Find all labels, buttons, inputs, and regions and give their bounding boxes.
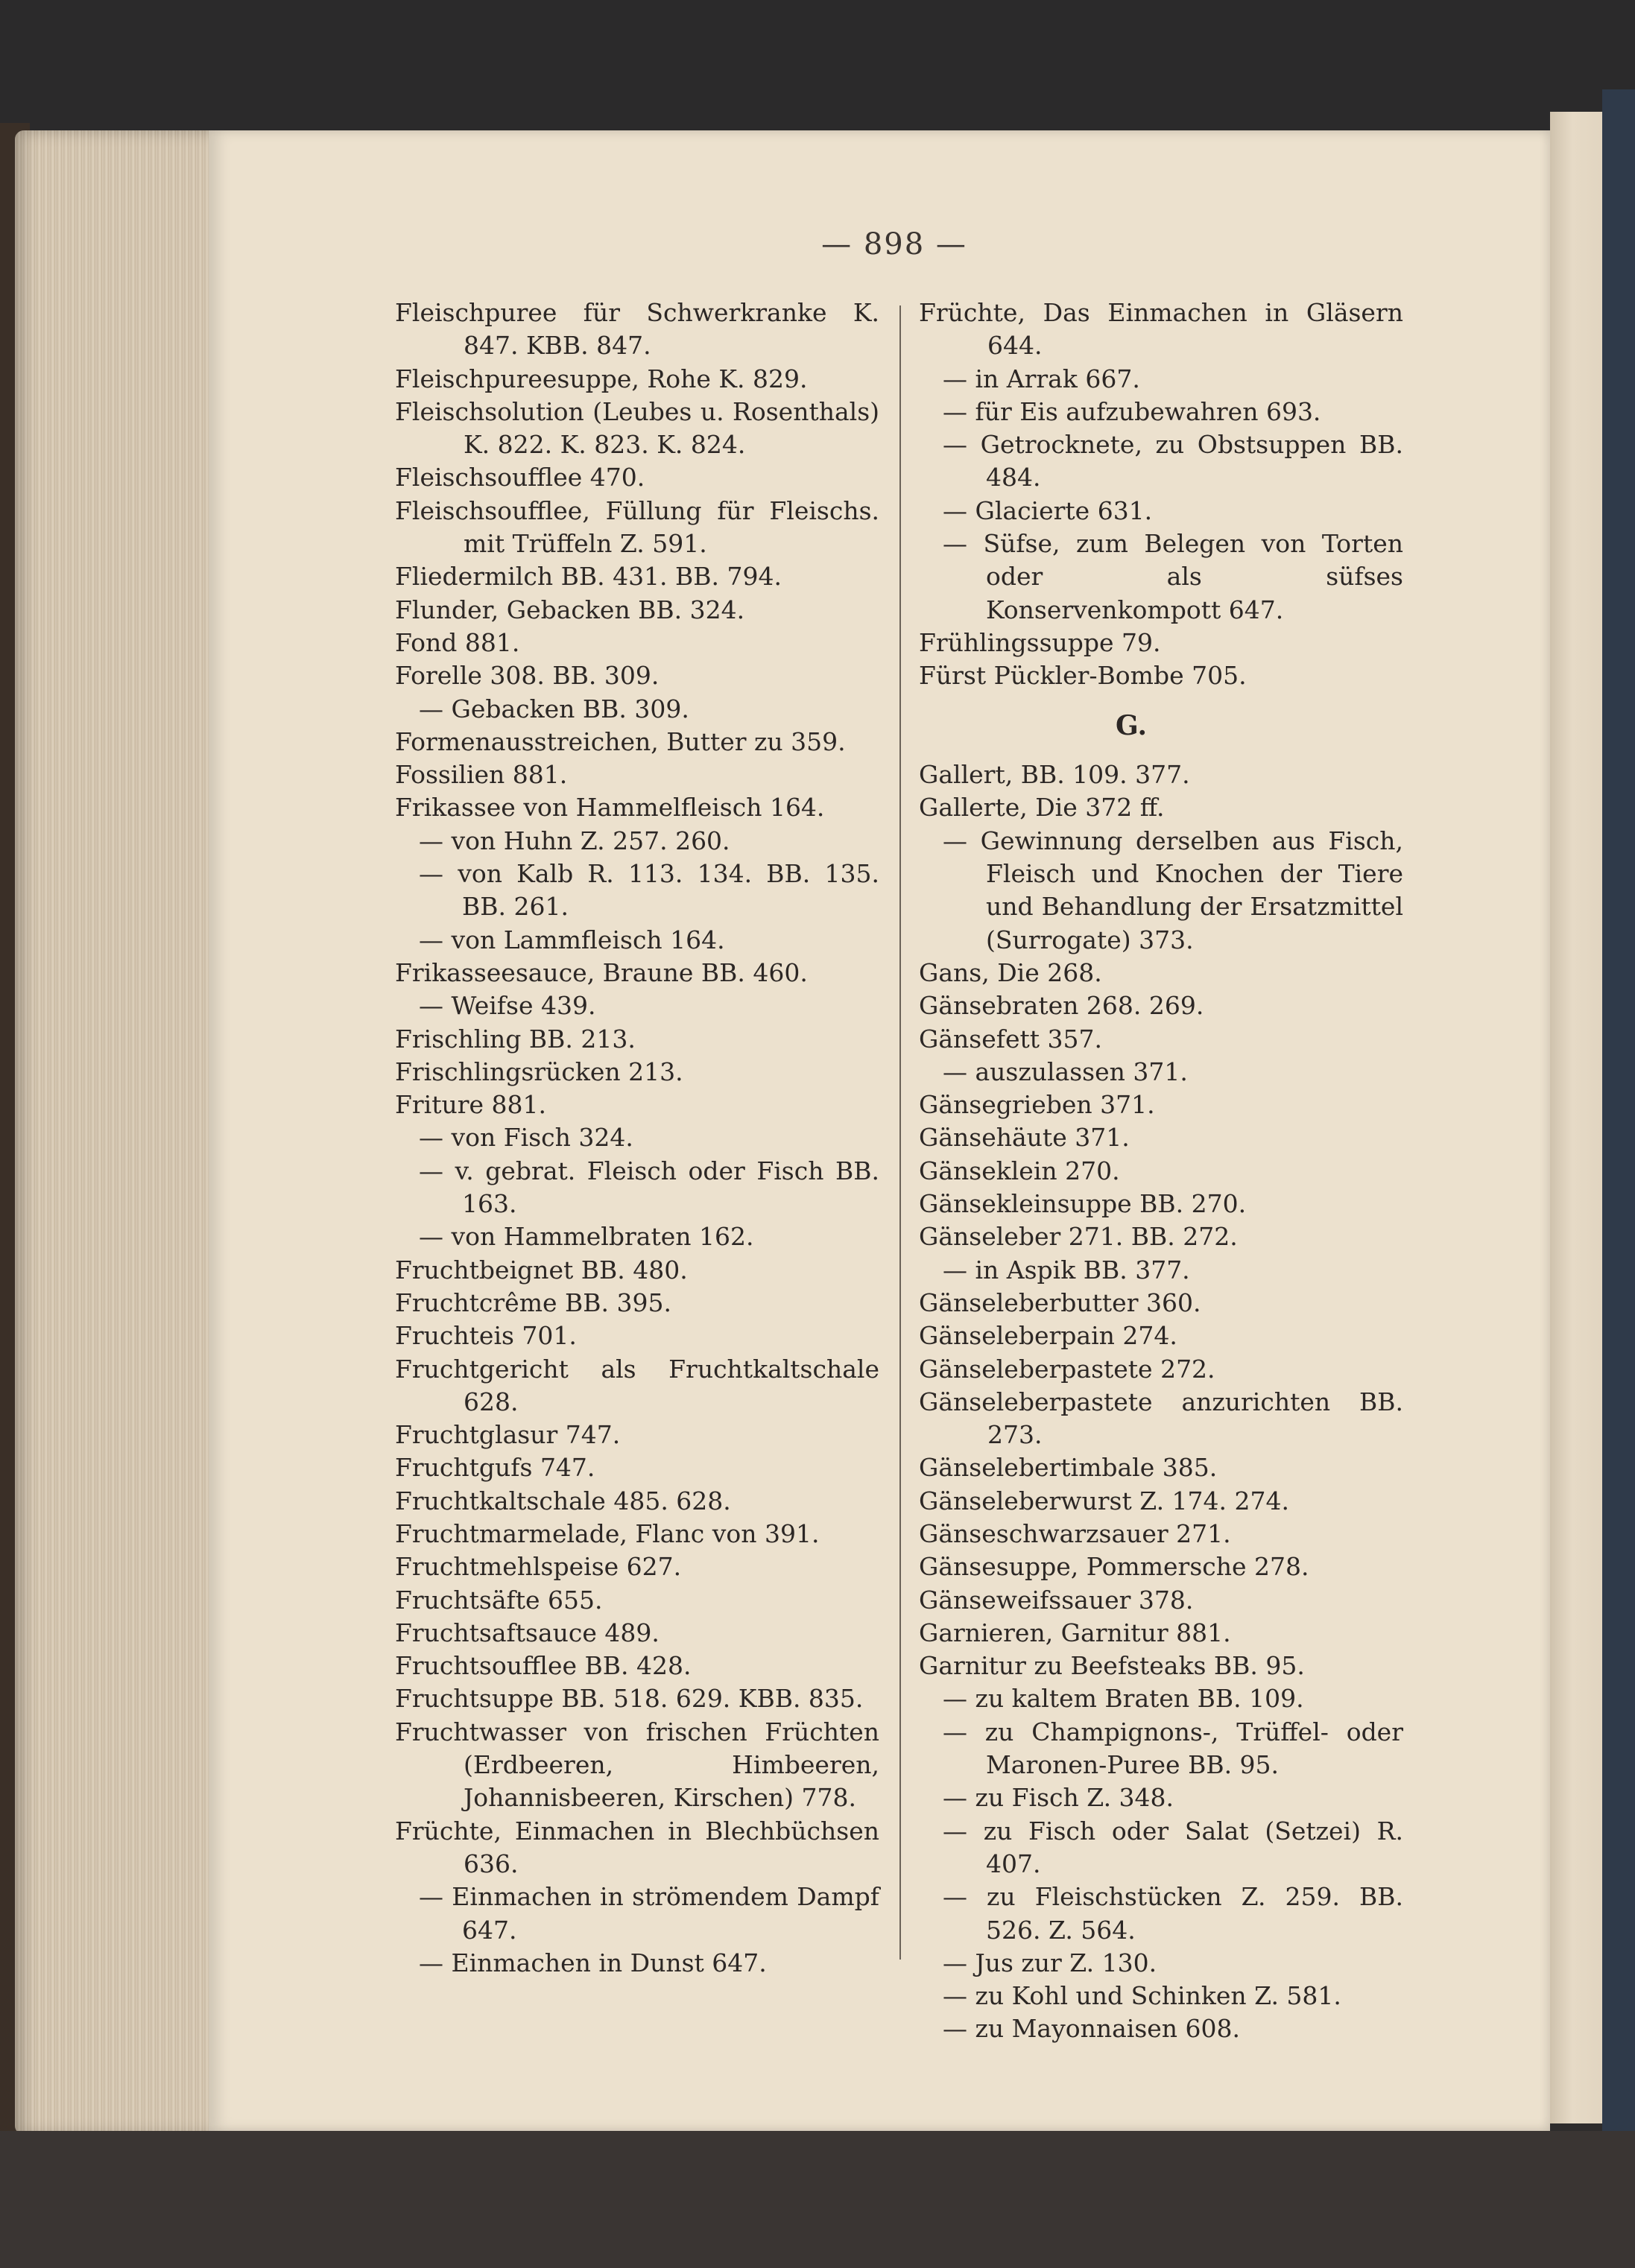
index-entry: — Süfse, zum Belegen von Torten oder als süfses Konservenkompott 647. — [943, 529, 1403, 624]
index-entry: — auszulassen 371. — [943, 1057, 1188, 1086]
index-entry: Fruchtbeignet BB. 480. — [395, 1255, 688, 1285]
index-entry: Frischling BB. 213. — [395, 1024, 636, 1054]
index-entry: Fruchtsaftsauce 489. — [395, 1618, 660, 1647]
page-edges — [15, 130, 216, 2135]
index-entry: Gänseklein 270. — [919, 1156, 1120, 1185]
index-entry: Frikasseesauce, Braune BB. 460. — [395, 957, 808, 987]
index-entry: Fruchtwasser von frischen Früchten (Erdbeeren, Himbeeren, Johannisbeeren, Kirschen) 778. — [395, 1717, 879, 1813]
index-entry: Fleischsolution (Leubes u. Rosenthals) K. 822. K. 823. K. 824. — [395, 396, 879, 460]
index-entry: — v. gebrat. Fleisch oder Fisch BB. 163. — [419, 1156, 879, 1219]
index-entry: — zu kaltem Braten BB. 109. — [943, 1684, 1304, 1714]
index-entry: Fliedermilch BB. 431. BB. 794. — [395, 562, 782, 592]
background-bottom — [0, 2131, 1635, 2268]
index-entry: Gans, Die 268. — [919, 957, 1102, 987]
index-entry: — von Huhn Z. 257. 260. — [419, 826, 730, 855]
index-entry: — Gewinnung derselben aus Fisch, Fleisch und Knochen der Tiere und Behandlung der Ersatzmittel (Surrogate) 373. — [943, 826, 1403, 954]
column-divider — [899, 305, 901, 1960]
index-entry: — Einmachen in strömendem Dampf 647. — [419, 1882, 879, 1945]
index-entry: — Jus zur Z. 130. — [943, 1948, 1157, 1977]
index-entry: Fruchteis 701. — [395, 1321, 577, 1351]
index-entry: Fruchtglasur 747. — [395, 1420, 621, 1450]
index-entry: Gänseschwarzsauer 271. — [919, 1518, 1231, 1548]
index-entry: — in Arrak 667. — [943, 364, 1140, 393]
index-entry: Fleischpuree für Schwerkranke K. 847. KBB. 847. — [395, 298, 879, 361]
background-top — [0, 0, 1635, 134]
index-entry: Gänseleberbutter 360. — [919, 1287, 1201, 1317]
index-entry: — Gebacken BB. 309. — [419, 694, 689, 723]
page-number: — 898 — — [821, 227, 967, 262]
index-entry: — in Aspik BB. 377. — [943, 1255, 1190, 1285]
index-entry: Garnitur zu Beefsteaks BB. 95. — [919, 1651, 1305, 1681]
index-entry: Gänseleber 271. BB. 272. — [919, 1222, 1238, 1252]
index-entry: Fleischsoufflee, Füllung für Fleischs. mit Trüffeln Z. 591. — [395, 495, 879, 559]
index-entry: Fossilien 881. — [395, 760, 568, 790]
index-entry: Gänsefett 357. — [919, 1024, 1102, 1054]
index-entry: Gänseleberwurst Z. 174. 274. — [919, 1486, 1289, 1515]
index-entry: Frikassee von Hammelfleisch 164. — [395, 793, 825, 823]
index-entry: Gallert, BB. 109. 377. — [919, 760, 1190, 790]
index-entry: — von Hammelbraten 162. — [419, 1222, 754, 1252]
index-entry: — von Fisch 324. — [419, 1123, 633, 1153]
index-entry: Fruchtgericht als Fruchtkaltschale 628. — [395, 1354, 879, 1416]
index-entry: Gänselebertimbale 385. — [919, 1453, 1218, 1483]
index-entry: Fruchtmehlspeise 627. — [395, 1552, 682, 1582]
index-entry: Garnieren, Garnitur 881. — [919, 1618, 1231, 1647]
index-entry: Frühlingssuppe 79. — [919, 627, 1161, 657]
index-entry: Fruchtsoufflee BB. 428. — [395, 1651, 692, 1681]
index-entry: Fruchtgufs 747. — [395, 1453, 595, 1483]
index-group-f — [919, 297, 1403, 693]
index-entry: Gänsesuppe, Pommersche 278. — [919, 1552, 1309, 1582]
index-entry: Früchte, Das Einmachen in Gläsern 644. — [919, 298, 1403, 361]
index-entry: — von Lammfleisch 164. — [419, 925, 725, 954]
index-entry: — Einmachen in Dunst 647. — [419, 1948, 767, 1977]
index-entry: — Weifse 439. — [419, 991, 596, 1021]
index-entry: — zu Kohl und Schinken Z. 581. — [943, 1981, 1341, 2011]
index-entry: — Glacierte 631. — [943, 495, 1153, 525]
index-entry: Friture 881. — [395, 1090, 547, 1120]
index-entry: — für Eis aufzubewahren 693. — [943, 396, 1321, 426]
index-entry: Gänsehäute 371. — [919, 1123, 1130, 1153]
index-entry: Fruchtcrême BB. 395. — [395, 1287, 671, 1317]
index-entry: Fond 881. — [395, 627, 520, 657]
index-entry: Gänseweifssauer 378. — [919, 1585, 1194, 1615]
index-entry: — zu Mayonnaisen 608. — [943, 2014, 1241, 2044]
index-entry: Formenausstreichen, Butter zu 359. — [395, 726, 846, 756]
index-entry: Frischlingsrücken 213. — [395, 1057, 683, 1086]
index-entry: Fruchtkaltschale 485. 628. — [395, 1486, 731, 1515]
index-entry: — Getrocknete, zu Obstsuppen BB. 484. — [943, 430, 1403, 492]
index-entry: Gänseleberpain 274. — [919, 1321, 1177, 1351]
index-entry: Fleischpureesuppe, Rohe K. 829. — [395, 364, 808, 393]
index-entry: — zu Champignons-, Trüffel- oder Maronen-Puree BB. 95. — [943, 1717, 1403, 1780]
index-entry: Flunder, Gebacken BB. 324. — [395, 595, 745, 624]
index-entry: Fruchtsuppe BB. 518. 629. KBB. 835. — [395, 1684, 864, 1714]
index-entry: Forelle 308. BB. 309. — [395, 661, 660, 691]
book-cover-edge — [1602, 89, 1635, 2146]
index-entry: Fürst Pückler-Bombe 705. — [919, 661, 1247, 691]
index-entry: — zu Fisch Z. 348. — [943, 1783, 1174, 1813]
index-entry: Gallerte, Die 372 ff. — [919, 793, 1165, 823]
index-group-g — [919, 758, 1403, 2046]
index-entry: Gänseleberpastete anzurichten BB. 273. — [919, 1387, 1403, 1450]
section-heading: G. — [1116, 709, 1147, 741]
index-entry: Gänsekleinsuppe BB. 270. — [919, 1189, 1247, 1219]
index-entry: — zu Fleischstücken Z. 259. BB. 526. Z. 564. — [943, 1882, 1403, 1945]
index-entry: Gänseleberpastete 272. — [919, 1354, 1215, 1384]
index-entry: Gänsebraten 268. 269. — [919, 991, 1204, 1021]
index-entry: — zu Fisch oder Salat (Setzei) R. 407. — [943, 1816, 1403, 1878]
index-entry: Früchte, Einmachen in Blechbüchsen 636. — [395, 1816, 879, 1878]
index-entry: — von Kalb R. 113. 134. BB. 135. BB. 261. — [419, 859, 879, 922]
index-column-left — [395, 297, 879, 1980]
index-column-right — [919, 297, 1403, 2046]
index-entry: Fruchtsäfte 655. — [395, 1585, 603, 1615]
index-entry: Gänsegrieben 371. — [919, 1090, 1155, 1120]
index-entry: Fleischsoufflee 470. — [395, 463, 645, 492]
index-entry: Fruchtmarmelade, Flanc von 391. — [395, 1518, 820, 1548]
